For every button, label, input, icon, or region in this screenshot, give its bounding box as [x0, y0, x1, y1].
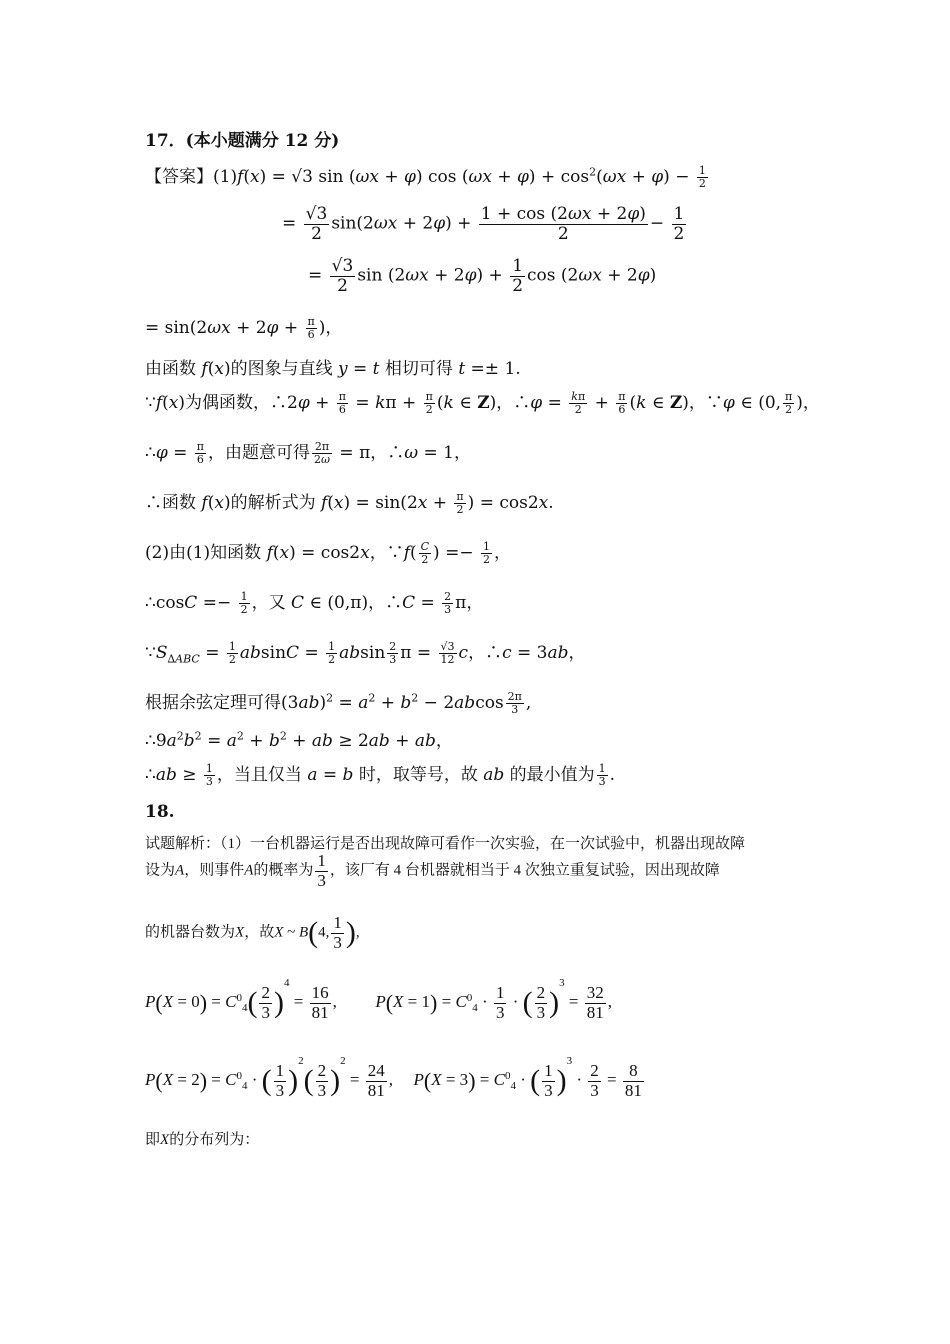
answer-line-12: 根据余弦定理可得$(3ab)^2 = a^2 + b^2 - 2abcos$ $\frac{2\pi}{3}$ , [145, 689, 532, 716]
q18-prob-line-1: $P(X = 0) = C_{^04}$( $\frac{2}{3}$ )$^4$ = $\frac{16}{81}$ , $P(X = 1) = C_{^04}$ · $\frac{1}{3}$ · ( $\frac{2}{3}$ )$^3$ = $\frac{32}{81}$ , [145, 977, 612, 1022]
answer-line-10: ∴cosC =− $\frac{1}{2}$ ，又 C ∈ (0,π)，∴C = $\frac{2}{3}$ π， [145, 589, 484, 616]
q18-line-2: 设为A，则事件A的概率为 $\frac{1}{3}$ ，该厂有 4 台机器就相当于 4 次独立重复试验，因出现故障 [145, 851, 720, 890]
answer-line-4: = sin(2ωx + 2φ + $\frac{\pi}{6}$ )， [145, 314, 343, 341]
part1-label: (1) [213, 167, 238, 187]
answer-line-2: = $\frac{√3}{2}$ sin(2ωx + 2φ) + $\frac{1 + \cos (2\omega x + 2\varphi)}{2}$ − $\frac{1}{2}$ [282, 204, 685, 244]
answer-line-11: $\because S_{\Delta ABC}$ = $\frac{1}{2}$ absinC = $\frac{1}{2}$ absin $\frac{2}{3}$ π = $\frac{√3}{12}$ c，∴c = 3ab， [145, 639, 586, 666]
question-17-title: 17．(本小题满分 12 分) [145, 131, 340, 151]
answer-line-1: 【答案】(1)f(x) = √3 sin (ωx + φ) $\cos (\omega x + \varphi) + \cos^2(\omega x + \varphi)$ − $\frac{1}{2}$ [145, 163, 706, 190]
q18-last-line: 即X的分布列为： [145, 1132, 260, 1148]
answer-label: 【答案】 [145, 167, 213, 187]
answer-line-5: 由函数 f(x)的图象与直线 y = t 相切可得 t =± 1. [145, 359, 521, 379]
answer-line-3: = $\frac{√3}{2}$ sin (2ωx + 2φ) + $\frac{1}{2}$ cos (2ωx + 2φ) [308, 256, 657, 296]
answer-line-6: ∵f(x)为偶函数，∴2φ + $\frac{\pi}{6}$ = kπ + $\frac{\pi}{2}$ (k ∈ Z)，∴φ = $\frac{k\pi}{2}$ + $\frac{\pi}{6}$ (k ∈ Z)，∵φ ∈ (0, $\frac{\pi}{2}$ )， [145, 389, 820, 416]
q18-prob-line-2: $P(X = 2) = C_{^04}$ · ( $\frac{1}{3}$ )$^2$( $\frac{2}{3}$ )$^2$ = $\frac{24}{81}$ , $P(X = 3) = C_{^04}$ · ( $\frac{1}{3}$ )$^3$ · $\frac{2}{3}$ = $\frac{8}{81}$ [145, 1055, 642, 1100]
answer-line-9: (2)由(1)知函数 f(x) = cos2x，∵f( $\frac{C}{2}$ ) =− $\frac{1}{2}$ ， [145, 539, 511, 566]
answer-line-13: $\therefore 9a^2b^2 = a^2 + b^2$ + ab ≥ 2ab + ab， [145, 729, 453, 751]
answer-line-14: ∴ab ≥ $\frac{1}{3}$ ，当且仅当 a = b 时，取等号，故 ab 的最小值为 $\frac{1}{3}$ . [145, 761, 616, 788]
q18-line-1: 试题解析：（1）一台机器运行是否出现故障可看作一次实验，在一次试验中，机器出现故障 [145, 836, 746, 852]
answer-line-7: ∴φ = $\frac{\pi}{6}$ ，由题意可得 $\frac{2\pi}{2\omega}$ = π，∴ω = 1， [145, 439, 471, 466]
q18-line-3: 的机器台数为X，故X ~ B(4, $\frac{1}{3}$ ), [145, 913, 360, 952]
question-18-title: 18. [145, 802, 175, 822]
answer-line-8: ∴函数 f(x)的解析式为 f(x) = sin(2x + $\frac{\pi}{2}$ ) = cos2x. [145, 489, 554, 516]
